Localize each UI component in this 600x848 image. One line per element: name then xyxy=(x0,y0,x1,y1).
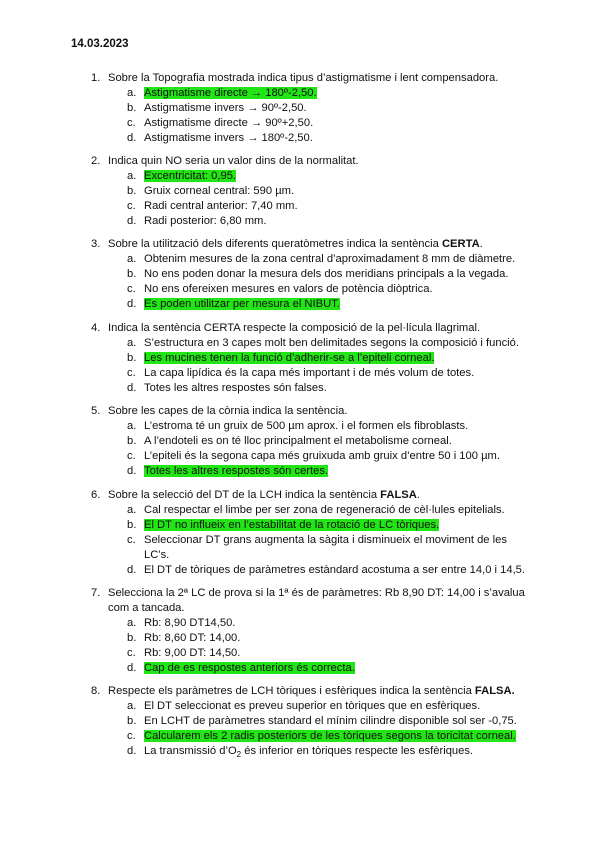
option-letter: a. xyxy=(127,617,137,629)
option-text: Cal respectar el limbe per ser zona de regeneració de cèl·lules epitelials. xyxy=(144,504,505,516)
question-6 xyxy=(91,488,531,578)
question-text: Sobre les capes de la còrnia indica la sentència. xyxy=(108,405,348,417)
option-letter: d. xyxy=(127,745,137,757)
question-8 xyxy=(91,684,531,762)
option-letter: b. xyxy=(127,352,137,364)
question-number: 3. xyxy=(91,238,101,250)
option-letter: a. xyxy=(127,170,137,182)
option-text-highlighted: Les mucines tenen la funció d’adherir-se a l’epiteli corneal. xyxy=(144,352,435,364)
question-number: 7. xyxy=(91,587,101,599)
question-number: 6. xyxy=(91,489,101,501)
exam-date: 14.03.2023 xyxy=(71,38,129,50)
question-number: 8. xyxy=(91,685,101,697)
option-text: Radi central anterior: 7,40 mm. xyxy=(144,200,298,212)
option-letter: b. xyxy=(127,185,137,197)
option-letter: b. xyxy=(127,435,137,447)
question-keyword: FALSA xyxy=(380,489,417,501)
option-text: En LCHT de paràmetres standard el mínim cilindre disponible sol ser -0,75. xyxy=(144,715,517,727)
option-letter: d. xyxy=(127,662,137,674)
option-letter: c. xyxy=(127,534,136,546)
option-text-highlighted: Cap de es respostes anteriors és correcta. xyxy=(144,662,355,674)
option-text: Obtenim mesures de la zona central d’aproximadament 8 mm de diàmetre. xyxy=(144,253,516,265)
option-text: No ens ofereixen mesures en valors de potència diòptrica. xyxy=(144,283,433,295)
option-letter: a. xyxy=(127,337,137,349)
question-text: Selecciona la 2ª LC de prova si la 1ª és de paràmetres: Rb 8,90 DT: 14,00 i s’avalua com a tancada. xyxy=(108,587,525,614)
option-text: El DT seleccionat es preveu superior en tòriques que en esfèriques. xyxy=(144,700,481,712)
question-3 xyxy=(91,237,531,312)
option-subscript: 2 xyxy=(236,750,242,760)
question-text: Indica quin NO seria un valor dins de la normalitat. xyxy=(108,155,359,167)
option-letter: c. xyxy=(127,117,136,129)
question-number: 5. xyxy=(91,405,101,417)
option-letter: a. xyxy=(127,420,137,432)
option-text: A l’endoteli es on té lloc principalment el metabolisme corneal. xyxy=(144,435,452,447)
option-text: L’epiteli és la segona capa més gruixuda amb gruix d’entre 50 i 100 µm. xyxy=(144,450,500,462)
option-text: Astigmatisme invers → 90º-2,50. xyxy=(144,102,307,114)
option-text-highlighted: Astigmatisme directe → 180º-2,50. xyxy=(144,87,317,99)
option-text: Astigmatisme directe → 90º+2,50. xyxy=(144,117,314,129)
option-text: El DT de tòriques de paràmetres estàndard acostuma a ser entre 14,0 i 14,5. xyxy=(144,564,526,576)
option-letter: d. xyxy=(127,564,137,576)
option-letter: c. xyxy=(127,283,136,295)
option-text: Rb: 9,00 DT: 14,50. xyxy=(144,647,241,659)
option-text: S’estructura en 3 capes molt ben delimitades segons la composició i funció. xyxy=(144,337,519,349)
option-letter: b. xyxy=(127,102,137,114)
option-text: L’estroma té un gruix de 500 µm aprox. i el formen els fibroblasts. xyxy=(144,420,469,432)
option-text: Seleccionar DT grans augmenta la sàgita i disminueix el moviment de les LC’s. xyxy=(144,534,507,561)
option-letter: b. xyxy=(127,519,137,531)
question-text: Sobre la selecció del DT de la LCH indica la sentència xyxy=(108,489,381,501)
question-number: 2. xyxy=(91,155,101,167)
option-letter: c. xyxy=(127,647,136,659)
option-text: Totes les altres respostes són falses. xyxy=(144,382,327,394)
option-letter: d. xyxy=(127,382,137,394)
option-letter: a. xyxy=(127,253,137,265)
option-letter: a. xyxy=(127,504,137,516)
option-text: Rb: 8,90 DT14,50. xyxy=(144,617,236,629)
option-text-highlighted: El DT no influeix en l’estabilitat de la rotació de LC tòriques. xyxy=(144,519,440,531)
option-letter: d. xyxy=(127,465,137,477)
option-text-highlighted: Calcularem els 2 radis posteriors de les tòriques segons la toricitat corneal. xyxy=(144,730,516,742)
option-letter: d. xyxy=(127,132,137,144)
option-letter: d. xyxy=(127,298,137,310)
option-letter: c. xyxy=(127,367,136,379)
question-text-end: . xyxy=(479,238,483,250)
question-text: Respecte els paràmetres de LCH tòriques i esfèriques indica la sentència xyxy=(108,685,475,697)
option-text-end: és inferior en tòriques respecte les esfèriques. xyxy=(241,745,474,757)
option-text-highlighted: Excentricitat: 0,95. xyxy=(144,170,237,182)
option-text: No ens poden donar la mesura dels dos meridians principals a la vegada. xyxy=(144,268,509,280)
question-4 xyxy=(91,321,531,396)
option-letter: a. xyxy=(127,87,137,99)
question-keyword: CERTA xyxy=(441,238,480,250)
option-letter: c. xyxy=(127,450,136,462)
question-text: Sobre la utilització dels diferents queratòmetres indica la sentència xyxy=(108,238,442,250)
question-text: Indica la sentència CERTA respecte la composició de la pel·lícula llagrimal. xyxy=(108,322,481,334)
option-letter: c. xyxy=(127,730,136,742)
question-number: 1. xyxy=(91,72,101,84)
option-letter: a. xyxy=(127,700,137,712)
option-letter: d. xyxy=(127,215,137,227)
option-text: La capa lipídica és la capa més important i de més volum de totes. xyxy=(144,367,475,379)
option-letter: c. xyxy=(127,200,136,212)
option-text: Radi posterior: 6,80 mm. xyxy=(144,215,267,227)
option-text-highlighted: Totes les altres respostes són certes. xyxy=(144,465,329,477)
question-text: Sobre la Topografia mostrada indica tipus d’astigmatisme i lent compensadora. xyxy=(108,72,499,84)
option-letter: b. xyxy=(127,632,137,644)
question-5 xyxy=(91,404,531,479)
option-text-highlighted: Es poden utilitzar per mesura el NIBUT. xyxy=(144,298,340,310)
option-letter: b. xyxy=(127,268,137,280)
option-text: Gruix corneal central: 590 µm. xyxy=(144,185,295,197)
question-keyword: FALSA. xyxy=(474,685,515,697)
option-text: Rb: 8,60 DT: 14,00. xyxy=(144,632,241,644)
question-7 xyxy=(91,586,531,676)
question-text-end: . xyxy=(416,489,420,501)
question-2 xyxy=(91,154,531,229)
option-letter: b. xyxy=(127,715,137,727)
question-number: 4. xyxy=(91,322,101,334)
option-text: Astigmatisme invers → 180º-2,50. xyxy=(144,132,313,144)
question-1 xyxy=(91,71,531,146)
option-text: La transmissió d’O xyxy=(144,745,237,757)
